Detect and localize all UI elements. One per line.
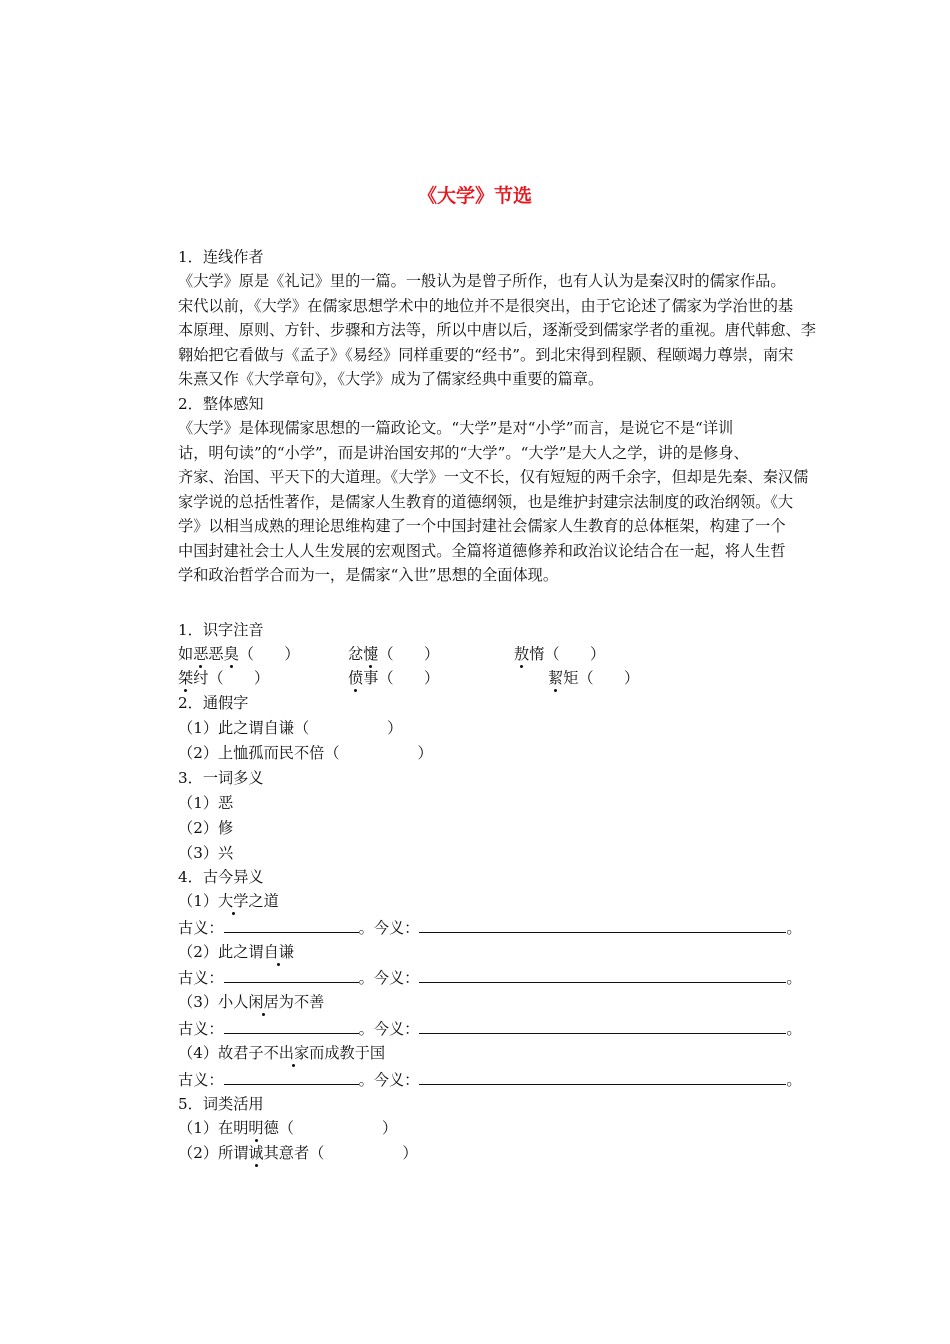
answer-paren[interactable]: （ ）: [238, 645, 300, 663]
item-text: （1）: [178, 892, 219, 910]
item-text: 忿: [348, 645, 364, 663]
dotted-word: 出家: [278, 1044, 310, 1062]
modern-meaning-label: 。今义：: [358, 919, 420, 937]
polysemy-item: （2）修: [178, 819, 234, 837]
page-title: 《大学》节选: [417, 185, 532, 207]
meaning-change-item: [178, 992, 324, 1012]
dotted-char: 桀: [178, 669, 194, 687]
loan-char-item: [178, 743, 433, 763]
answer-row: [178, 1070, 802, 1090]
item-text: 其意者（: [263, 1144, 325, 1162]
meaning-change-item: [178, 1043, 385, 1063]
dotted-char: 臭: [223, 645, 239, 663]
overview-paragraph-line: 诂，明句读”的“小学”，而是讲治国安邦的“大学”。“大学”是大人之学，讲的是修身、: [178, 444, 749, 462]
author-paragraph-line: 宋代以前，《大学》在儒家思想学术中的地位并不是很突出，由于它论述了儒家为学治世的基: [178, 297, 794, 315]
end-mark: 。: [786, 969, 802, 987]
overview-paragraph-line: 齐家、治国、平天下的大道理。《大学》一文不长，仅有短短的两千余字，但却是先秦、秦汉儒: [178, 468, 809, 486]
word-class-item: [178, 1118, 397, 1138]
dotted-word: 闲居: [248, 993, 279, 1011]
author-paragraph-line: 朱熹又作《大学章句》，《大学》成为了儒家经典中重要的篇章。: [178, 370, 604, 388]
close-paren: ）: [381, 1119, 398, 1137]
overview-paragraph-line: 家学说的总括性著作，是儒家人生教育的道德纲领，也是维护封建宗法制度的政治纲领。《大: [178, 493, 794, 511]
item-text: 恶: [208, 645, 224, 663]
dotted-char: 敖: [514, 645, 530, 663]
polysemy-item: （1）恶: [178, 794, 234, 812]
item-text: 如: [178, 645, 194, 663]
overview-paragraph-line: 学和政治哲学合而为一，是儒家“入世”思想的全面体现。: [178, 566, 559, 584]
answer-row: [178, 1019, 802, 1039]
modern-meaning-blank[interactable]: [419, 968, 786, 983]
end-mark: 。: [786, 1020, 802, 1038]
item-text: （2）此之谓: [178, 943, 264, 961]
exercise-heading-word-class: 5．词类活用: [178, 1095, 264, 1113]
answer-paren[interactable]: （ ）: [208, 669, 270, 687]
item-text: （3）小人: [178, 993, 249, 1011]
dotted-char: 懥: [363, 645, 379, 663]
ancient-meaning-label: 古义：: [178, 919, 224, 937]
ancient-meaning-label: 古义：: [178, 1071, 224, 1089]
dotted-char: 明: [248, 1119, 264, 1137]
modern-meaning-label: 。今义：: [358, 1071, 420, 1089]
ancient-meaning-blank[interactable]: [224, 968, 359, 983]
pronunciation-item: [348, 668, 439, 688]
exercise-heading-meaning-change: 4．古今异义: [178, 868, 264, 886]
answer-row: [178, 968, 802, 988]
exercise-heading-pronunciation: 1．识字注音: [178, 621, 264, 639]
item-text: 矩: [563, 669, 579, 687]
answer-paren[interactable]: （ ）: [378, 645, 440, 663]
polysemy-item: （3）兴: [178, 844, 234, 862]
word-class-item: [178, 1143, 418, 1163]
overview-paragraph-line: 《大学》是体现儒家思想的一篇政论文。“大学”是对“小学”而言，是说它不是“详训: [178, 419, 734, 437]
meaning-change-item: [178, 891, 279, 911]
item-text: 为不善: [278, 993, 325, 1011]
section-heading-author: 1．连线作者: [178, 248, 264, 266]
item-text: 德（: [263, 1119, 294, 1137]
item-text: 惰: [529, 645, 545, 663]
ancient-meaning-blank[interactable]: [224, 1070, 359, 1085]
item-text: 纣: [193, 669, 209, 687]
ancient-meaning-label: 古义：: [178, 969, 224, 987]
end-mark: 。: [786, 1071, 802, 1089]
modern-meaning-blank[interactable]: [419, 1019, 786, 1034]
item-text: （1）在明: [178, 1119, 249, 1137]
answer-paren[interactable]: （ ）: [378, 669, 440, 687]
item-text: （2）所谓: [178, 1144, 249, 1162]
pronunciation-item: [548, 668, 639, 688]
item-text: 而成教于国: [309, 1044, 386, 1062]
end-mark: 。: [786, 919, 802, 937]
modern-meaning-label: 。今义：: [358, 969, 420, 987]
pronunciation-item: [348, 644, 439, 664]
author-paragraph-line: 《大学》原是《礼记》里的一篇。一般认为是曾子所作，也有人认为是秦汉时的儒家作品。: [178, 272, 786, 290]
item-text: 之道: [248, 892, 279, 910]
dotted-char: 絜: [548, 669, 564, 687]
author-paragraph-line: 翱始把它看做与《孟子》《易经》同样重要的“经书”。到北宋得到程颢、程颐竭力尊崇，南宋: [178, 346, 794, 364]
loan-char-item: [178, 718, 402, 738]
item-text: （1）此之谓自谦（: [178, 719, 310, 737]
ancient-meaning-blank[interactable]: [224, 918, 359, 933]
overview-paragraph-line: 中国封建社会士人人生发展的宏观图式。全篇将道德修养和政治议论结合在一起，将人生哲: [178, 542, 786, 560]
ancient-meaning-label: 古义：: [178, 1020, 224, 1038]
pronunciation-item: [514, 644, 605, 664]
dotted-word: 自谦: [263, 943, 294, 961]
overview-paragraph-line: 学》以相当成熟的理论思维构建了一个中国封建社会儒家人生教育的总体框架，构建了一个: [178, 517, 786, 535]
item-text: （2）上恤孤而民不倍（: [178, 744, 340, 762]
answer-row: [178, 918, 802, 938]
dotted-char: 诚: [248, 1144, 264, 1162]
answer-paren[interactable]: （ ）: [578, 669, 640, 687]
pronunciation-item: [178, 644, 300, 664]
close-paren: ）: [402, 1144, 418, 1162]
author-paragraph-line: 本原理、原则、方针、步骤和方法等，所以中唐以后，逐渐受到儒家学者的重视。唐代韩愈、李: [178, 321, 816, 339]
section-heading-overview: 2．整体感知: [178, 395, 264, 413]
dotted-word: 大学: [218, 892, 249, 910]
exercise-heading-polysemy: 3．一词多义: [178, 769, 264, 787]
modern-meaning-blank[interactable]: [419, 1070, 786, 1085]
item-text: （4）故君子不: [178, 1044, 279, 1062]
item-text: 事: [363, 669, 379, 687]
answer-paren[interactable]: （ ）: [544, 645, 606, 663]
exercise-heading-loan-chars: 2．通假字: [178, 694, 249, 712]
dotted-char: 恶: [193, 645, 209, 663]
meaning-change-item: [178, 942, 294, 962]
modern-meaning-blank[interactable]: [419, 918, 786, 933]
modern-meaning-label: 。今义：: [358, 1020, 420, 1038]
pronunciation-item: [178, 668, 269, 688]
ancient-meaning-blank[interactable]: [224, 1019, 359, 1034]
dotted-char: 偾: [348, 669, 364, 687]
close-paren: ）: [387, 719, 403, 737]
close-paren: ）: [417, 744, 433, 762]
